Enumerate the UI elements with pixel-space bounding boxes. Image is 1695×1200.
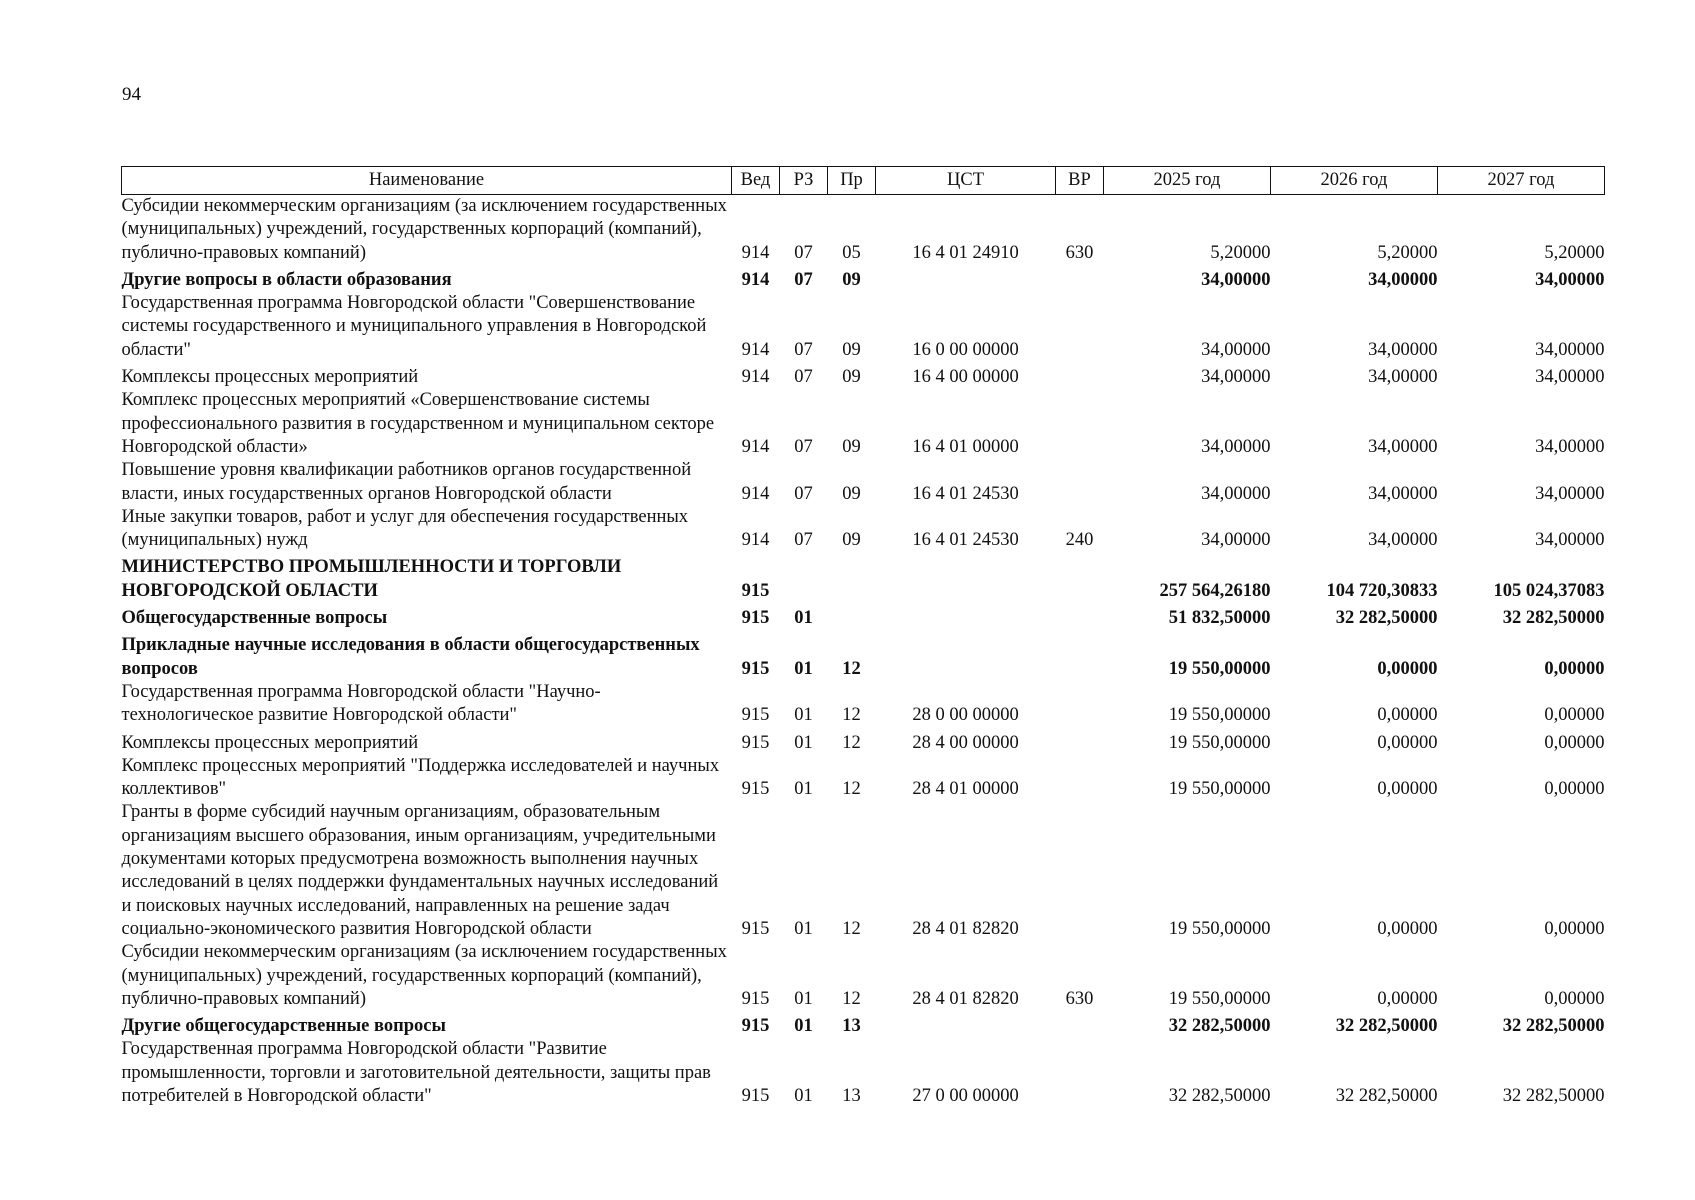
row-rz: 01 (794, 1016, 813, 1037)
row-rz: 01 (794, 608, 813, 629)
row-amount-2026: 0,00000 (1377, 988, 1438, 1009)
row-name: Иные закупки товаров, работ и услуг для обеспечения государственных (муниципальных) нужд (121, 506, 689, 551)
row-vr (1056, 1011, 1104, 1038)
row-cst (876, 552, 1056, 603)
row-pr: 12 (842, 705, 861, 726)
row-pr: 12 (842, 918, 861, 939)
row-cst: 28 4 01 82820 (912, 988, 1019, 1009)
table-row (122, 755, 1605, 802)
row-vr (1056, 603, 1104, 630)
row-pr: 12 (842, 732, 861, 753)
row-pr: 09 (842, 339, 861, 360)
table-row (122, 292, 1605, 362)
column-header-name: Наименование (122, 167, 732, 195)
table-row (122, 728, 1605, 755)
row-ved: 915 (741, 1016, 770, 1037)
row-cst (876, 630, 1056, 681)
row-vr (1056, 1038, 1104, 1108)
budget-table (121, 166, 1605, 1108)
table-row (122, 459, 1605, 506)
table-header (122, 167, 1605, 195)
row-amount-2026: 32 282,50000 (1335, 1016, 1438, 1037)
row-amount-2025: 51 832,50000 (1168, 608, 1271, 629)
table-row (122, 603, 1605, 630)
row-name: Государственная программа Новгородской области "Научно-технологическое развитие Новгородской области" (121, 681, 601, 726)
row-vr (1056, 681, 1104, 728)
row-amount-2025: 5,20000 (1210, 242, 1271, 263)
row-amount-2027: 34,00000 (1535, 339, 1605, 360)
row-amount-2025: 34,00000 (1201, 530, 1271, 551)
row-amount-2025: 19 550,00000 (1168, 705, 1271, 726)
row-pr: 12 (842, 779, 861, 800)
row-vr: 240 (1065, 530, 1094, 551)
row-pr: 09 (842, 483, 861, 504)
row-rz: 01 (794, 732, 813, 753)
row-pr: 09 (842, 367, 861, 388)
row-rz: 07 (794, 530, 813, 551)
row-amount-2027: 32 282,50000 (1502, 1016, 1605, 1037)
row-name: Общегосударственные вопросы (121, 608, 388, 629)
row-cst: 28 4 00 00000 (912, 732, 1019, 753)
row-amount-2026: 34,00000 (1368, 367, 1438, 388)
column-header-2026: 2026 год (1271, 167, 1438, 195)
row-pr: 09 (842, 269, 861, 290)
row-amount-2025: 34,00000 (1201, 483, 1271, 504)
row-ved: 915 (741, 732, 770, 753)
column-header-vr: ВР (1056, 167, 1104, 195)
row-vr (1056, 362, 1104, 389)
row-name: Субсидии некоммерческим организациям (за исключением государственных (муниципальных) учреждений, государственных корпораций (компаний), публично-правовых компаний) (121, 196, 727, 263)
page-number: 94 (122, 84, 141, 105)
row-pr: 13 (842, 1016, 861, 1037)
row-amount-2027: 34,00000 (1535, 530, 1605, 551)
row-name: Прикладные научные исследования в области общегосударственных вопросов (121, 635, 700, 679)
table-row (122, 801, 1605, 941)
row-amount-2027: 0,00000 (1544, 732, 1605, 753)
row-amount-2025: 19 550,00000 (1168, 918, 1271, 939)
row-name: Другие общегосударственные вопросы (121, 1016, 446, 1037)
row-pr: 05 (842, 242, 861, 263)
row-cst: 16 4 01 24530 (912, 530, 1019, 551)
row-rz: 07 (794, 436, 813, 457)
row-ved: 915 (741, 1085, 770, 1106)
row-vr (1056, 265, 1104, 292)
row-cst (876, 603, 1056, 630)
row-rz: 07 (794, 483, 813, 504)
row-ved: 914 (741, 367, 770, 388)
row-amount-2026: 0,00000 (1377, 732, 1438, 753)
row-cst: 28 4 01 00000 (912, 779, 1019, 800)
row-vr (1056, 292, 1104, 362)
row-vr (1056, 552, 1104, 603)
row-vr: 630 (1065, 988, 1094, 1009)
row-name: МИНИСТЕРСТВО ПРОМЫШЛЕННОСТИ И ТОРГОВЛИ НОВГОРОДСКОЙ ОБЛАСТИ (121, 557, 622, 601)
row-pr (828, 552, 876, 603)
table-row (122, 362, 1605, 389)
row-amount-2026: 0,00000 (1377, 658, 1438, 679)
row-rz: 01 (794, 1085, 813, 1106)
row-amount-2026: 32 282,50000 (1335, 608, 1438, 629)
table-row (122, 389, 1605, 459)
row-cst: 16 4 01 24910 (912, 242, 1019, 263)
row-vr (1056, 389, 1104, 459)
row-cst: 16 4 00 00000 (912, 367, 1019, 388)
row-amount-2026: 104 720,30833 (1326, 580, 1438, 601)
row-pr: 13 (842, 1085, 861, 1106)
column-header-pr: Пр (828, 167, 876, 195)
row-amount-2026: 5,20000 (1377, 242, 1438, 263)
row-rz: 01 (794, 658, 813, 679)
row-amount-2025: 257 564,26180 (1159, 580, 1271, 601)
row-ved: 915 (741, 658, 770, 679)
column-header-2027: 2027 год (1438, 167, 1605, 195)
table-row (122, 941, 1605, 1011)
row-amount-2026: 34,00000 (1368, 483, 1438, 504)
row-ved: 914 (741, 483, 770, 504)
row-cst (876, 1011, 1056, 1038)
row-rz: 07 (794, 339, 813, 360)
row-name: Государственная программа Новгородской области "Развитие промышленности, торговли и заготовительной деятельности, защиты прав потребителей в Новгородской области" (121, 1039, 711, 1106)
row-amount-2026: 34,00000 (1368, 269, 1438, 290)
row-rz: 07 (794, 367, 813, 388)
row-amount-2025: 19 550,00000 (1168, 988, 1271, 1009)
row-rz: 07 (794, 242, 813, 263)
row-amount-2026: 0,00000 (1377, 705, 1438, 726)
row-pr: 12 (842, 658, 861, 679)
row-amount-2027: 34,00000 (1535, 367, 1605, 388)
row-amount-2025: 34,00000 (1201, 367, 1271, 388)
table-row (122, 506, 1605, 553)
row-ved: 915 (741, 918, 770, 939)
row-amount-2027: 34,00000 (1535, 436, 1605, 457)
row-cst: 16 0 00 00000 (912, 339, 1019, 360)
column-header-cst: ЦСТ (876, 167, 1056, 195)
row-amount-2027: 0,00000 (1544, 988, 1605, 1009)
row-vr (1056, 630, 1104, 681)
row-name: Государственная программа Новгородской области "Совершенствование системы государственного и муниципального управления в Новгородской области" (121, 293, 707, 360)
row-ved: 914 (741, 436, 770, 457)
row-amount-2027: 0,00000 (1544, 658, 1605, 679)
row-cst: 16 4 01 00000 (912, 436, 1019, 457)
table-row (122, 1011, 1605, 1038)
row-amount-2027: 32 282,50000 (1502, 608, 1605, 629)
column-header-ved: Вед (732, 167, 780, 195)
table-row (122, 195, 1605, 265)
row-cst: 28 0 00 00000 (912, 705, 1019, 726)
row-cst: 28 4 01 82820 (912, 918, 1019, 939)
column-header-rz: РЗ (780, 167, 828, 195)
row-ved: 915 (741, 779, 770, 800)
row-pr (828, 603, 876, 630)
row-ved: 914 (741, 242, 770, 263)
row-name: Субсидии некоммерческим организациям (за исключением государственных (муниципальных) учреждений, государственных корпораций (компаний), публично-правовых компаний) (121, 942, 727, 1009)
row-amount-2025: 19 550,00000 (1168, 779, 1271, 800)
row-ved: 915 (741, 608, 770, 629)
row-vr (1056, 459, 1104, 506)
row-amount-2027: 0,00000 (1544, 918, 1605, 939)
row-name: Комплексы процессных мероприятий (121, 732, 419, 753)
row-amount-2026: 34,00000 (1368, 530, 1438, 551)
row-rz: 01 (794, 918, 813, 939)
row-vr: 630 (1065, 242, 1094, 263)
row-amount-2027: 32 282,50000 (1502, 1085, 1605, 1106)
row-amount-2025: 34,00000 (1201, 436, 1271, 457)
row-pr: 12 (842, 988, 861, 1009)
row-name: Повышение уровня квалификации работников органов государственной власти, иных государственных органов Новгородской области (121, 460, 692, 504)
table-row (122, 681, 1605, 728)
row-amount-2027: 34,00000 (1535, 269, 1605, 290)
row-vr (1056, 728, 1104, 755)
table-row (122, 630, 1605, 681)
row-cst: 27 0 00 00000 (912, 1085, 1019, 1106)
row-amount-2027: 105 024,37083 (1493, 580, 1605, 601)
row-rz: 07 (794, 269, 813, 290)
table-row (122, 1038, 1605, 1108)
row-pr: 09 (842, 436, 861, 457)
row-rz: 01 (794, 705, 813, 726)
row-ved: 915 (741, 705, 770, 726)
row-ved: 915 (741, 580, 770, 601)
column-header-2025: 2025 год (1104, 167, 1271, 195)
row-amount-2027: 0,00000 (1544, 705, 1605, 726)
row-pr: 09 (842, 530, 861, 551)
row-amount-2025: 32 282,50000 (1168, 1085, 1271, 1106)
row-name: Комплекс процессных мероприятий «Совершенствование системы профессионального развития в государственном и муниципальном секторе Новгородской области» (121, 390, 715, 457)
row-amount-2026: 0,00000 (1377, 918, 1438, 939)
row-name: Другие вопросы в области образования (121, 269, 452, 290)
row-amount-2025: 34,00000 (1201, 339, 1271, 360)
row-cst (876, 265, 1056, 292)
row-amount-2027: 5,20000 (1544, 242, 1605, 263)
row-name: Гранты в форме субсидий научным организациям, образовательным организациям высшего образования, иным организациям, учредительными документами которых предусмотрена возможность выполнения научных исследований в целях поддержки фундаментальных научных исследований и поисковых научных исследований, направленных на решение задач социально-экономического развития Новгородской области (121, 802, 719, 939)
table-row (122, 552, 1605, 603)
row-rz: 01 (794, 988, 813, 1009)
row-amount-2025: 19 550,00000 (1168, 658, 1271, 679)
row-amount-2026: 32 282,50000 (1335, 1085, 1438, 1106)
row-amount-2026: 34,00000 (1368, 339, 1438, 360)
row-rz: 01 (794, 779, 813, 800)
row-cst: 16 4 01 24530 (912, 483, 1019, 504)
row-amount-2025: 32 282,50000 (1168, 1016, 1271, 1037)
row-vr (1056, 801, 1104, 941)
row-name: Комплексы процессных мероприятий (121, 367, 419, 388)
row-rz (780, 552, 828, 603)
row-amount-2025: 19 550,00000 (1168, 732, 1271, 753)
row-ved: 914 (741, 530, 770, 551)
row-amount-2026: 0,00000 (1377, 779, 1438, 800)
row-amount-2027: 34,00000 (1535, 483, 1605, 504)
row-amount-2025: 34,00000 (1201, 269, 1271, 290)
row-ved: 914 (741, 339, 770, 360)
row-amount-2026: 34,00000 (1368, 436, 1438, 457)
table-row (122, 265, 1605, 292)
row-ved: 915 (741, 988, 770, 1009)
row-ved: 914 (741, 269, 770, 290)
row-name: Комплекс процессных мероприятий "Поддержка исследователей и научных коллективов" (121, 755, 720, 800)
row-vr (1056, 755, 1104, 802)
row-amount-2027: 0,00000 (1544, 779, 1605, 800)
table-body (122, 195, 1605, 1109)
